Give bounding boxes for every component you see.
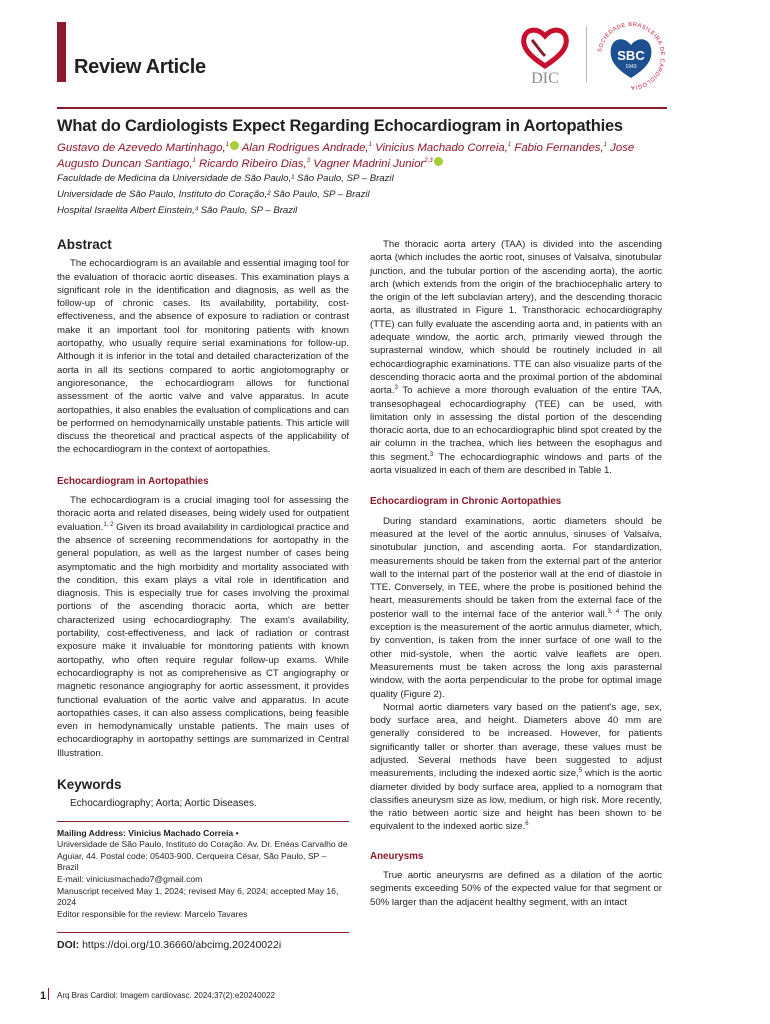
affiliation-1: Faculdade de Medicina da Universidade de São Paulo,¹ São Paulo, SP – Brazil xyxy=(57,173,394,184)
keywords-heading: Keywords xyxy=(57,776,122,792)
body-paragraph: The thoracic aorta artery (TAA) is divided into the ascending aorta (which includes the aortic root, sinuses of Valsalva, sinotubular junction, and the tubular portion of the ascending aorta), the aortic arch (which extends from the origin of the brachiocephalic artery to the origin of the left subclavian artery), and the descending thoracic aorta, as illustrated in Figure 1. Transthoracic echocardiography (TTE) can fully evaluate the ascending aorta and, in patients with an adequate window, the aortic arch, primarily viewed through the suprasternal window, which should be routinely included in all echocardiographic examinations. TTE can also visualize parts of the descending thoracic aorta and the proximal portion of the abdominal aorta.$^3$ To achieve a more thorough evaluation of the entire TAA, transesophageal echocardiography (TEE) can be used, with limitation only in assessing the distal portion of the descending thoracic aorta, due to an echocardiographic blind spot created by the air column in the trachea, which lies between the esophagus and this segment.$^3$ The echocardiographic windows and parts of the aorta visualized in each of them are described in Table 1. xyxy=(370,239,662,477)
svg-text:SOCIEDADE BRASILEIRA DE CARDIO: SOCIEDADE BRASILEIRA DE CARDIOLOGIA xyxy=(597,21,666,91)
logo-divider xyxy=(586,26,587,82)
section-paragraph: The echocardiogram is a crucial imaging tool for assessing the thoracic aorta and related diseases, being widely used for outpatient evaluation.$^{1, 2}$ Given its broad availability in cardiological practice and the absence of screening recommendations for aortopathy in the general population, as well as the largest number of cases being asymptomatic and the high morbidity and mortality associated with the condition, this exam plays a vital role in identification and diagnosis. This is especially true for cases involving the proximal portions of the ascending thoracic aorta, which are better characterized using echocardiography. The exam's availability, portability, cost-effectiveness, and lack of radiation or contrast exposure make it invaluable for monitoring patients with known aortopathy, who often require regular follow-up exams. While echocardiography is not as comprehensive as CT angiography or magnetic resonance angiography for aortic assessment, it provides functional evaluation of the aortic valve and apparatus. In acute aortopathies cases, it can also assess complications, being feasible even in hemodynamically unstable patients. The main uses of echocardiography in aortopathy settings are summarized in Central Illustration. xyxy=(57,495,349,759)
body-paragraph: During standard examinations, aortic diameters should be measured at the level of the aortic annulus, sinuses of Valsalva, sinotubular junction, and ascending aorta. For standardization, measurements should be taken from the external part of the anterior wall to the internal part of the posterior wall at the end of diastole in TTE. Conversely, in TEE, where the probe is positioned behind the heart, measurements should be taken from the external face of the posterior wall to the internal face of the anterior wall.$^{3, 4}$ The only exception is the measurement of the aortic annulus diameter, which, by convention, is taken from the inner surface of one wall to the other mid-systole, when the aortic valve leaflets are open. Measurements must be taken across the long axis parasternal window, with the aorta perpendicular to the probe for optimal image quality (Figure 2). xyxy=(370,515,662,700)
footer-citation: Arq Bras Cardiol: Imagem cardiovasc. 2024;37(2):e20240022 xyxy=(57,991,275,1000)
section-heading: Echocardiogram in Chronic Aortopathies xyxy=(370,496,562,508)
affiliation-2: Universidade de São Paulo, Instituto do Coração,² São Paulo, SP – Brazil xyxy=(57,189,370,200)
email-link[interactable]: E-mail: viniciusmachado7@gmail.com xyxy=(57,873,203,884)
abstract-heading: Abstract xyxy=(57,237,112,252)
section-heading: Echocardiogram in Aortopathies xyxy=(57,475,209,487)
header-rule xyxy=(57,107,667,109)
body-paragraph: True aortic aneurysms are defined as a dilation of the aortic segments exceeding 50% of the expected value for that segment or 50% larger than the adjacent healthy segment, with an intact xyxy=(370,870,662,908)
article-type-label: Review Article xyxy=(74,56,206,78)
svg-text:SBC: SBC xyxy=(617,48,645,63)
svg-text:1943: 1943 xyxy=(625,64,637,70)
article-title: What do Cardiologists Expect Regarding Echocardiogram in Aortopathies xyxy=(57,117,623,135)
dic-logo xyxy=(512,20,578,86)
sbc-logo xyxy=(593,18,669,94)
header-accent-bar xyxy=(57,22,66,82)
section-heading: Aneurysms xyxy=(370,850,424,862)
keywords-text: Echocardiography; Aorta; Aortic Diseases. xyxy=(70,798,257,810)
svg-text:DIC: DIC xyxy=(531,70,559,86)
mailing-address: Mailing Address: Vinicius Machado Correia • Universidade de São Paulo, Instituto do Coração. Av. Dr. Enéas Carvalho de Aguiar, 44. Postal code: 05403-900. Cerqueira César, São Paulo, SP – Brazil E-mail: viniciusmachado7@gmail.com Manuscript received May 1, 2024; revised May 6, 2024; accepted May 16, 2024 Editor responsible for the review: Marcelo Tavares xyxy=(57,821,349,921)
orcid-icon[interactable] xyxy=(230,141,239,150)
page-number: 1 xyxy=(40,990,47,1002)
abstract-text: The echocardiogram is an available and essential imaging tool for the evaluation of thoracic aortic diseases. This examination plays a significant role in the identification and diagnosis, as well as the follow-up of chronic cases. Its availability, portability, cost-effectiveness, and the absence of exposure to radiation or contrast make it an important tool for monitoring patients with known aortopathy, who usually require serial examinations for follow-up. Although it is inferior in the total and detailed characterization of the aorta in all its sections compared to aortic angiotomography or angioresonance, the echocardiogram allows for functional assessment of the aortic valve and valve apparatus. In acute aortopathies, it also enables the evaluation of complications and can be performed on hemodynamically unstable patients. This article will discuss the theoretical and practical aspects of the applicability of the echocardiogram in the context of aortopathies. xyxy=(57,258,349,456)
doi[interactable]: DOI: https://doi.org/10.36660/abcimg.20240022i xyxy=(57,932,349,952)
body-paragraph: Normal aortic diameters vary based on the patient's age, sex, body surface area, and height. Diameters above 40 mm are generally considered to be increased. However, for patients significantly taller or shorter than average, these values must be adjusted. Several methods have been suggested to adjust measurements, including the indexed aortic size,$^5$ which is the aortic diameter divided by body surface area, applied to a nomogram that classifies aneurysm size as low, medium, or high risk. More recently, the ratio between aortic size and height has been shown to be equivalent to the indexed aortic size.$^6$ xyxy=(370,701,662,833)
affiliation-3: Hospital Israelita Albert Einstein,³ São Paulo, SP – Brazil xyxy=(57,205,298,216)
author-list: Gustavo de Azevedo Martinhago,$^1$ Alan Rodrigues Andrade,$^1$ Vinicius Machado Correia,$^1$ Fabio Fernandes,$^1$ Jose Augusto Duncan Santiago,$^1$ Ricardo Ribeiro Dias,$^3$ Vagner Madrini Junior$^{2,3}$ xyxy=(57,142,635,170)
footer-rule xyxy=(48,988,49,1000)
left-column xyxy=(57,238,349,953)
orcid-icon[interactable] xyxy=(434,157,443,166)
right-column xyxy=(370,238,662,909)
